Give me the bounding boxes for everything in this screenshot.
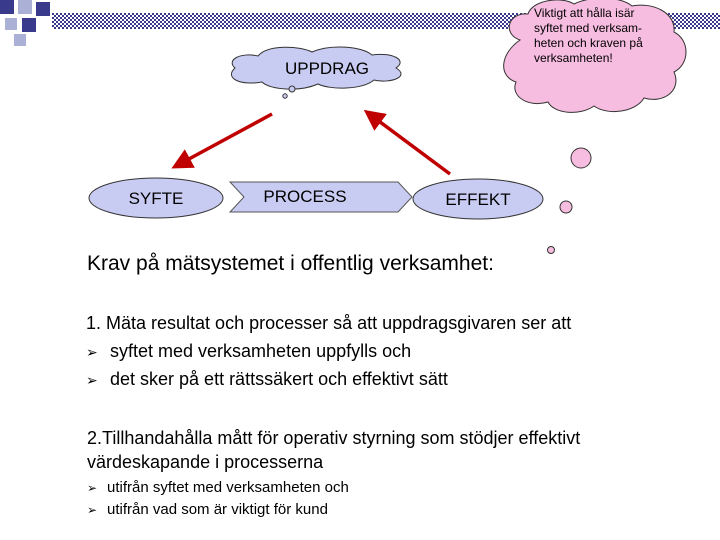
- uppdrag-cloud-bubble-1: [289, 86, 295, 92]
- note-line: verksamheten!: [534, 51, 613, 65]
- point-1-bullet-item: [86, 341, 411, 362]
- point-1-bullet-item: [86, 369, 448, 390]
- effekt-label: EFFEKT: [445, 190, 511, 209]
- point-1-bullet-text: syftet med verksamheten uppfylls och: [110, 341, 412, 361]
- note-line: syftet med verksam-: [534, 21, 643, 35]
- process-label: PROCESS: [263, 187, 347, 206]
- arrow-effekt-to-uppdrag: [368, 113, 450, 174]
- point-2-bullet-text: utifrån syftet med verksamheten och: [107, 479, 349, 496]
- uppdrag-cloud-bubble-2: [283, 94, 287, 98]
- note-cloud-bubble-1: [571, 148, 591, 168]
- point-2-line-1: 2.Tillhandahålla mått för operativ styrning som stödjer effektivt: [87, 428, 581, 448]
- note-line: heten och kraven på: [534, 36, 643, 50]
- point-2-bullet-item: [87, 501, 328, 518]
- arrow-uppdrag-to-syfte: [176, 114, 272, 166]
- arrow-bullet-icon: ➢: [87, 503, 98, 517]
- note-cloud-bubble-2: [560, 201, 572, 213]
- point-2-bullet-text: utifrån vad som är viktigt för kund: [107, 501, 328, 518]
- note-cloud-text: [534, 6, 674, 66]
- note-cloud-bubble-3: [548, 247, 555, 254]
- syfte-label: SYFTE: [128, 189, 184, 208]
- point-1: 1. Mäta resultat och processer så att uppdragsgivaren ser att: [86, 313, 572, 333]
- note-line: Viktigt att hålla isär: [534, 6, 635, 20]
- section-heading: Krav på mätsystemet i offentlig verksamhet:: [87, 252, 494, 275]
- point-2-line-2: värdeskapande i processerna: [87, 452, 324, 472]
- arrow-bullet-icon: ➢: [87, 481, 98, 495]
- point-2-bullet-item: [87, 479, 349, 496]
- uppdrag-label: UPPDRAG: [284, 59, 370, 78]
- point-1-bullet-text: det sker på ett rättssäkert och effektivt sätt: [110, 369, 448, 389]
- arrow-bullet-icon: ➢: [86, 345, 98, 361]
- arrow-bullet-icon: ➢: [86, 373, 98, 389]
